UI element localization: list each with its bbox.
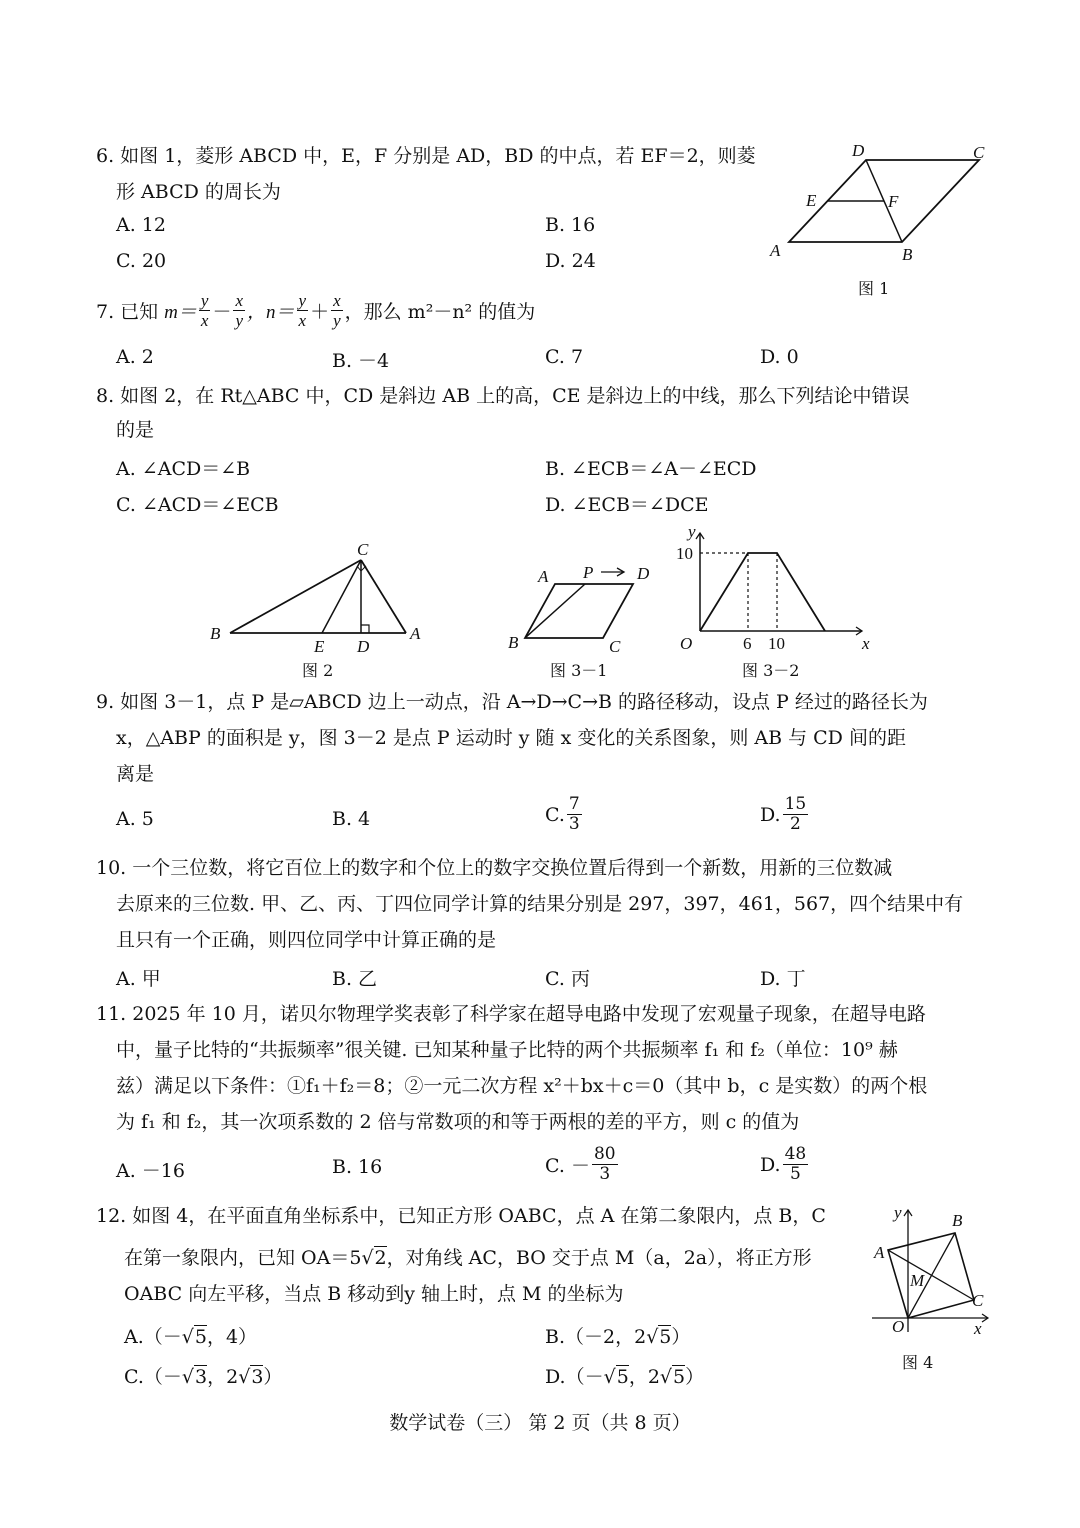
fig4-label-c: C <box>972 1291 984 1310</box>
q9-stem-line2: x，△ABP 的面积是 y，图 3－2 是点 P 运动时 y 随 x 变化的关系图象，则 AB 与 CD 间的距 <box>116 727 906 749</box>
fig32-label-y: y <box>688 522 696 541</box>
q7-option-b: B. －4 <box>332 350 390 372</box>
fig4-label-o: O <box>892 1317 905 1336</box>
q6-option-d: D. 24 <box>545 250 596 272</box>
q7-frac-x-over-y: $\frac{x}{y}$ <box>235 290 244 330</box>
fig31-label-d: D <box>637 564 650 583</box>
q6-option-b: B. 16 <box>545 214 596 236</box>
q12-option-c: C.（－√3，2√3） <box>124 1366 283 1388</box>
q7-frac-y-over-x-2: $\frac{y}{x}$ <box>298 290 307 330</box>
q9-option-c: C. $\frac{7}{3}$ <box>545 794 580 834</box>
q8-option-d: D. ∠ECB＝∠DCE <box>545 494 709 516</box>
q12-stem-line3: OABC 向左平移，当点 B 移动到y 轴上时，点 M 的坐标为 <box>124 1283 624 1305</box>
q8-option-b: B. ∠ECB＝∠A－∠ECD <box>545 458 757 480</box>
q9-option-d: D. $\frac{15}{2}$ <box>760 794 807 834</box>
q7-prefix: 7. 已知 <box>96 300 159 323</box>
fig1-label-c: C <box>973 143 985 162</box>
q10-option-c: C. 丙 <box>545 968 590 990</box>
fig4-label-x: x <box>974 1319 982 1338</box>
q11-option-c: C. － $\frac{80}{3}$ <box>545 1144 616 1184</box>
figure-3-2-graph <box>670 522 870 655</box>
fig2-label-e: E <box>314 637 325 656</box>
q7-n-eq: ，n＝ <box>247 301 295 323</box>
q7-frac-x-over-y-2: $\frac{x}{y}$ <box>333 290 341 330</box>
q8-stem-line1: 8. 如图 2，在 Rt△ABC 中，CD 是斜边 AB 上的高，CE 是斜边上的中线，那么下列结论中错误 <box>96 385 910 407</box>
q12-option-d: D.（－√5，2√5） <box>545 1366 705 1388</box>
q11-option-b: B. 16 <box>332 1156 383 1178</box>
fig4-label-m: M <box>910 1271 925 1290</box>
q7-plus: ＋ <box>310 300 330 323</box>
q12-stem-line1: 12. 如图 4，在平面直角坐标系中，已知正方形 OABC，点 A 在第二象限内，点 B，C <box>96 1205 826 1227</box>
fig2-label-a: A <box>410 624 421 643</box>
q12-stem-line2: 在第一象限内，已知 OA＝5√2，对角线 AC，BO 交于点 M（a，2a），将正方形 <box>124 1247 812 1269</box>
q7-option-a: A. 2 <box>116 346 154 368</box>
fig32-label-origin: O <box>680 634 693 653</box>
figure-4-square-coordinates <box>870 1200 1010 1340</box>
q8-stem-line2: 的是 <box>116 419 155 441</box>
fig31-caption: 图 3－1 <box>550 661 608 680</box>
q8-option-c: C. ∠ACD＝∠ECB <box>116 494 279 516</box>
fig2-label-b: B <box>210 624 221 643</box>
figure-2-right-triangle <box>200 540 440 660</box>
fig32-label-6: 6 <box>743 634 752 653</box>
q7-frac-y-over-x: $\frac{y}{x}$ <box>200 290 209 330</box>
fig32-label-10-x: 10 <box>768 634 785 653</box>
q8-option-a: A. ∠ACD＝∠B <box>116 458 251 480</box>
q7-option-c: C. 7 <box>545 346 584 368</box>
fig31-label-a: A <box>538 567 549 586</box>
fig32-label-10-y: 10 <box>676 544 693 563</box>
q6-stem-line2: 形 ABCD 的周长为 <box>116 181 281 203</box>
q6-option-c: C. 20 <box>116 250 167 272</box>
figure-1-rhombus <box>760 140 1020 270</box>
q7-suffix: ，那么 m²－n² 的值为 <box>344 300 536 323</box>
q11-option-a: A. －16 <box>116 1160 185 1182</box>
fig1-label-f: F <box>888 192 899 211</box>
q6-option-a: A. 12 <box>116 214 166 236</box>
q7-option-d: D. 0 <box>760 346 799 368</box>
fig31-label-c: C <box>609 637 621 656</box>
fig1-label-b: B <box>902 245 913 264</box>
q10-stem-line1: 10. 一个三位数，将它百位上的数字和个位上的数字交换位置后得到一个新数，用新的三位数减 <box>96 857 893 879</box>
fig2-label-c: C <box>357 540 369 559</box>
q9-stem-line3: 离是 <box>116 763 155 785</box>
fig2-caption: 图 2 <box>302 661 334 680</box>
fig32-label-x: x <box>862 634 870 653</box>
fig1-label-a: A <box>770 241 781 260</box>
q6-stem-line1: 6. 如图 1，菱形 ABCD 中，E，F 分别是 AD，BD 的中点，若 EF＝2，则菱 <box>96 145 756 167</box>
q12-option-a: A.（－√5，4） <box>124 1326 258 1348</box>
q10-stem-line2: 去原来的三位数. 甲、乙、丙、丁四位同学计算的结果分别是 297，397，461，567，四个结果中有 <box>116 893 964 915</box>
fig1-label-d: D <box>852 141 865 160</box>
q10-option-b: B. 乙 <box>332 968 378 990</box>
q10-option-a: A. 甲 <box>116 968 161 990</box>
fig31-label-p: P <box>583 563 594 582</box>
q11-stem-line1: 11. 2025 年 10 月，诺贝尔物理学奖表彰了科学家在超导电路中发现了宏观量子现象，在超导电路 <box>96 1003 926 1025</box>
fig1-label-e: E <box>806 191 817 210</box>
q12-option-b: B.（－2，2√5） <box>545 1326 691 1348</box>
q11-stem-line4: 为 f₁ 和 f₂，其一次项系数的 2 倍与常数项的和等于两根的差的平方，则 c 的值为 <box>116 1111 800 1133</box>
fig4-label-y: y <box>894 1203 902 1222</box>
q11-stem-line2: 中，量子比特的“共振频率”很关键. 已知某种量子比特的两个共振频率 f₁ 和 f₂（单位：10⁹ 赫 <box>116 1039 898 1061</box>
q9-option-a: A. 5 <box>116 808 154 830</box>
q10-stem-line3: 且只有一个正确，则四位同学中计算正确的是 <box>116 929 497 951</box>
fig31-label-b: B <box>508 633 519 652</box>
q11-stem-line3: 兹）满足以下条件：①f₁＋f₂＝8；②一元二次方程 x²＋bx＋c＝0（其中 b，c 是实数）的两个根 <box>116 1075 928 1097</box>
page-footer: 数学试卷（三） 第 2 页（共 8 页） <box>389 1412 691 1434</box>
fig2-label-d: D <box>357 637 370 656</box>
q7-m-eq: m＝ <box>164 301 197 323</box>
fig4-caption: 图 4 <box>902 1353 934 1372</box>
q7-stem <box>96 290 535 330</box>
q7-minus: － <box>212 300 232 323</box>
q9-stem-line1: 9. 如图 3－1，点 P 是▱ABCD 边上一动点，沿 A→D→C→B 的路径移动，设点 P 经过的路径长为 <box>96 691 928 713</box>
fig4-label-b: B <box>952 1211 963 1230</box>
q9-option-b: B. 4 <box>332 808 371 830</box>
q10-option-d: D. 丁 <box>760 968 806 990</box>
fig1-caption: 图 1 <box>858 279 890 298</box>
q11-option-d: D. $\frac{48}{5}$ <box>760 1144 807 1184</box>
fig32-caption: 图 3－2 <box>742 661 800 680</box>
fig4-label-a: A <box>874 1243 885 1262</box>
